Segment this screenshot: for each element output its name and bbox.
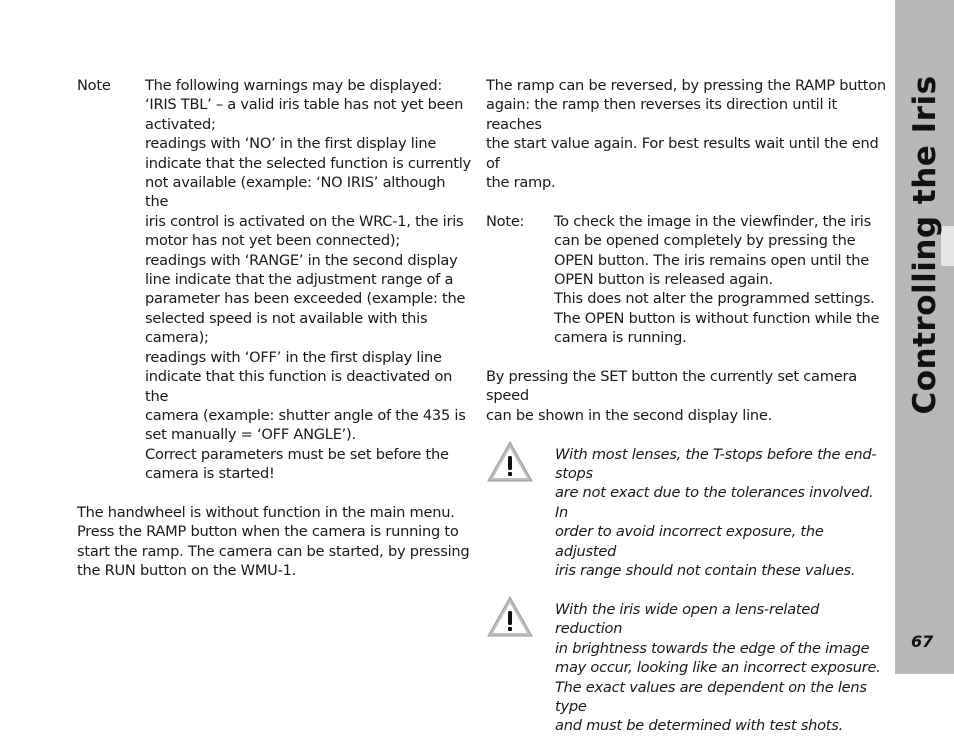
note-line: activated; (145, 115, 216, 133)
ramp-paragraph (486, 76, 886, 192)
note-line: indicate that the selected function is currently (145, 154, 471, 172)
warning-line: are not exact due to the tolerances involved. In (555, 484, 874, 521)
paragraph-line: The ramp can be reversed, by pressing the RAMP button (486, 77, 886, 94)
warning-line: With most lenses, the T-stops before the end-stops (555, 445, 877, 483)
paragraph-line: the RUN button on the WMU-1. (77, 562, 297, 580)
note-line: set manually = ‘OFF ANGLE’). (145, 426, 356, 444)
note-line: readings with ‘OFF’ in the first display line (145, 348, 442, 366)
paragraph-line: By pressing the SET button the currently set camera speed (486, 368, 857, 405)
note-line: readings with ‘NO’ in the first display line (145, 135, 437, 153)
warning-block-1 (486, 445, 886, 581)
note-line: indicate that this function is deactivated on the (145, 368, 453, 405)
note-line: selected speed is not available with this camera); (145, 309, 428, 347)
note-line: can be opened completely by pressing the (554, 232, 856, 250)
note-lines (554, 212, 886, 348)
note-lines (145, 76, 472, 484)
warning-line: The exact values are dependent on the lens type (555, 678, 867, 715)
warning-triangle-icon (486, 439, 534, 483)
warning-triangle-icon (486, 594, 534, 638)
paragraph-line: the ramp. (486, 174, 556, 192)
note-line: readings with ‘RANGE’ in the second display (145, 251, 458, 269)
warning-line: may occur, looking like an incorrect exposure. (555, 659, 881, 677)
note-line: ‘IRIS TBL’ – a valid iris table has not yet been (145, 96, 464, 114)
note-line: parameter has been exceeded (example: the (145, 290, 466, 308)
paragraph-line: start the ramp. The camera can be started, by pressing (77, 542, 470, 560)
note-line: Correct parameters must be set before the (145, 445, 449, 463)
warning-line: iris range should not contain these values. (555, 562, 856, 580)
warning-line: With the iris wide open a lens-related reduction (555, 600, 820, 638)
note-line: camera is running. (554, 329, 687, 347)
paragraph-line: again: the ramp then reverses its direction until it reaches (486, 96, 837, 133)
warning-line: order to avoid incorrect exposure, the adjusted (555, 523, 824, 560)
note-line: OPEN button is released again. (554, 271, 773, 289)
right-column (486, 76, 886, 736)
paragraph-line: the start value again. For best results wait until the end of (486, 135, 879, 172)
set-paragraph (486, 367, 886, 425)
note-line: line indicate that the adjustment range of a (145, 271, 454, 289)
note-label: Note: (486, 212, 525, 230)
paragraph-line: The handwheel is without function in the main menu. (77, 503, 455, 521)
note-line: The following warnings may be displayed: (145, 77, 443, 94)
note-line: The OPEN button is without function while the (554, 309, 880, 327)
paragraph-line: can be shown in the second display line. (486, 406, 772, 424)
note-line: To check the image in the viewfinder, the iris (554, 212, 871, 230)
left-column (77, 76, 472, 581)
note-line: camera (example: shutter angle of the 435 is (145, 406, 466, 424)
note-line: OPEN button. The iris remains open until the (554, 251, 869, 269)
note-line: This does not alter the programmed settings. (554, 290, 875, 308)
warning-line: and must be determined with test shots. (555, 717, 844, 735)
note-block-left (77, 76, 472, 484)
note-line: iris control is activated on the WRC-1, the iris (145, 212, 464, 230)
warning-block-2 (486, 600, 886, 736)
note-label: Note (77, 77, 111, 94)
chapter-title: Controlling the Iris (907, 75, 943, 415)
note-line: camera is started! (145, 465, 275, 483)
note-line: motor has not yet been connected); (145, 232, 401, 250)
note-block-right (486, 212, 886, 348)
note-line: not available (example: ‘NO IRIS’ although the (145, 174, 446, 211)
warning-line: in brightness towards the edge of the image (555, 639, 870, 657)
paragraph-line: Press the RAMP button when the camera is running to (77, 523, 459, 541)
handwheel-paragraph (77, 503, 472, 581)
page-number: 67 (911, 632, 934, 651)
